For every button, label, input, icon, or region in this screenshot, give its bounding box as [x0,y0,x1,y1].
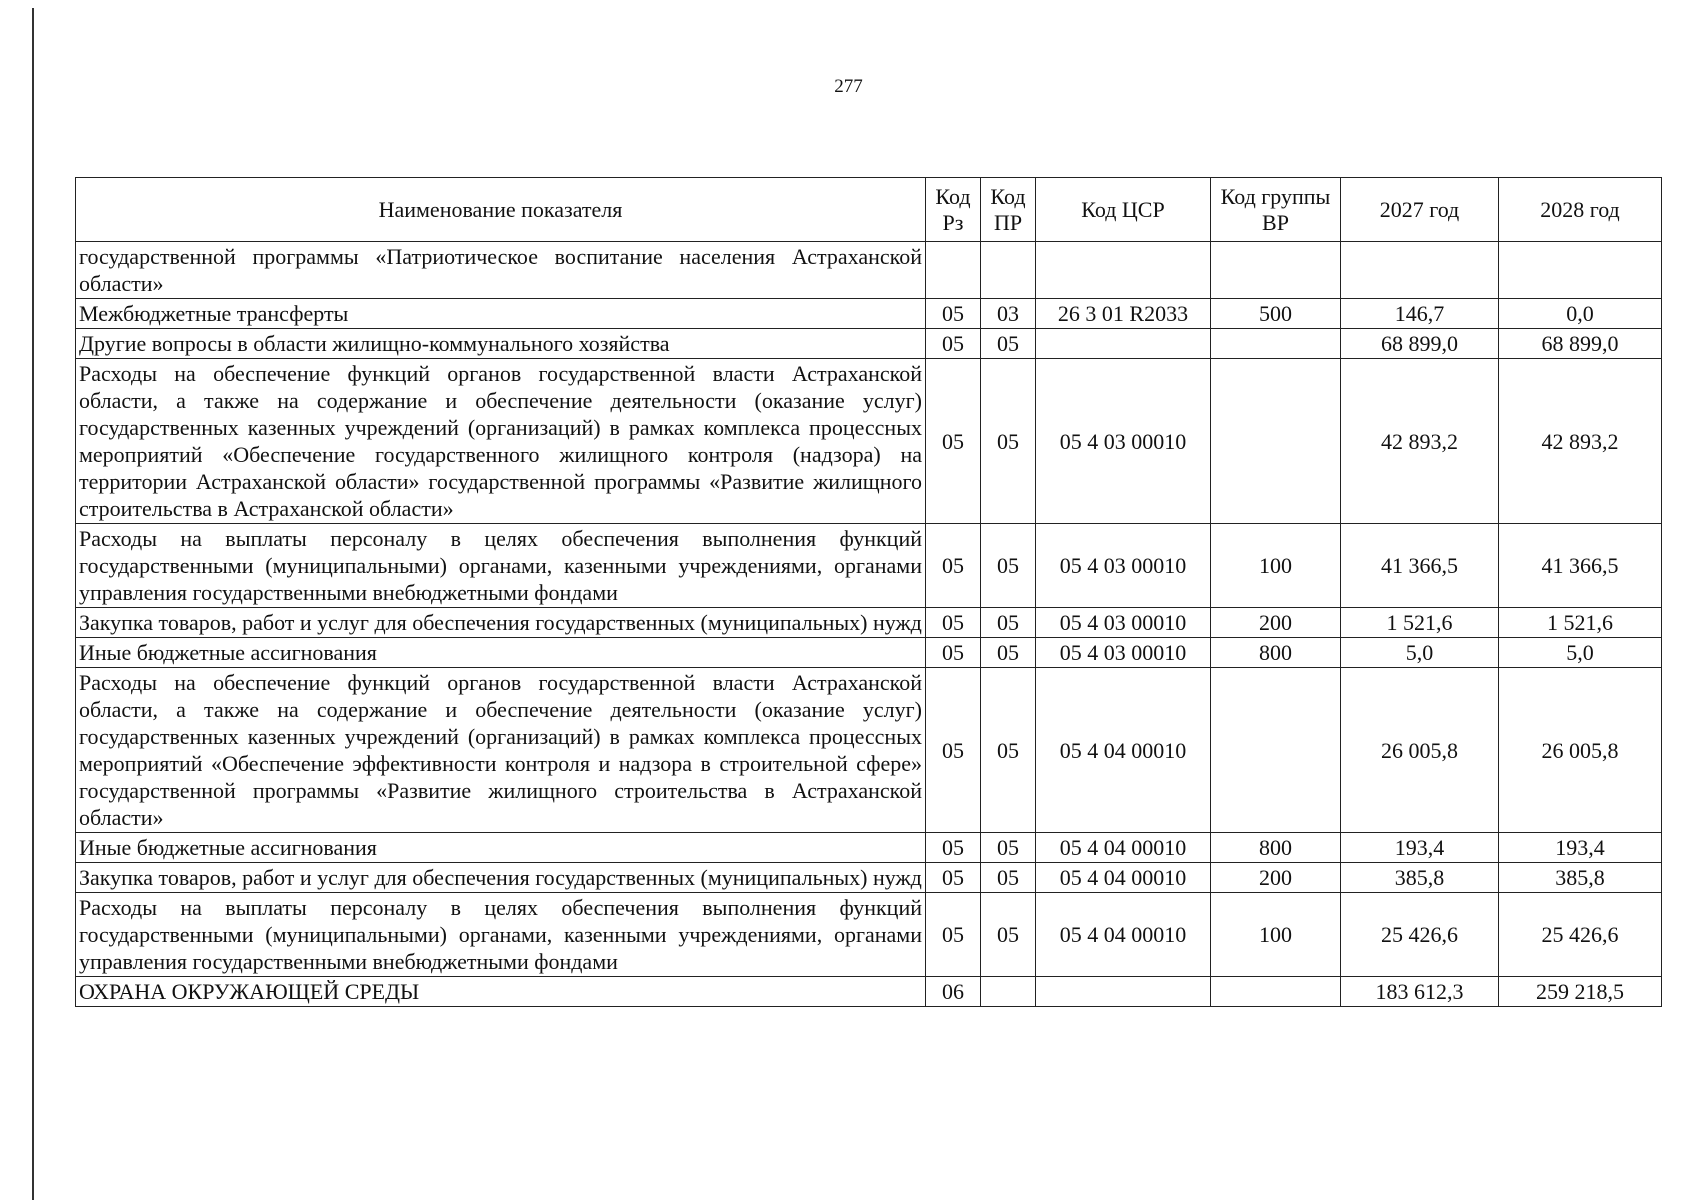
cell-vr: 100 [1211,524,1341,608]
cell-name: Расходы на обеспечение функций органов государственной власти Астраханской области, а также на содержание и обеспечение деятельности (оказание услуг) государственных казенных учреждений (организаций) в рамках комплекса процессных мероприятий «Обеспечение государственного жилищного контроля (надзора) на территории Астраханской области» государственной программы «Развитие жилищного строительства в Астраханской области» [76,359,926,524]
cell-vr: 200 [1211,863,1341,893]
table-row [76,833,1662,863]
cell-y2027: 5,0 [1341,638,1499,668]
cell-y2027: 25 426,6 [1341,893,1499,977]
cell-pr: 05 [981,668,1036,833]
cell-csr: 05 4 03 00010 [1036,638,1211,668]
cell-name: Расходы на выплаты персоналу в целях обеспечения выполнения функций государственными (муниципальными) органами, казенными учреждениями, органами управления государственными внебюджетными фондами [76,893,926,977]
cell-rz: 05 [926,893,981,977]
cell-pr: 05 [981,524,1036,608]
table-row [76,608,1662,638]
cell-vr: 800 [1211,638,1341,668]
cell-pr: 05 [981,329,1036,359]
cell-name: государственной программы «Патриотическое воспитание населения Астраханской области» [76,242,926,299]
cell-csr: 05 4 03 00010 [1036,524,1211,608]
header-2027: 2027 год [1341,178,1499,242]
cell-y2027: 385,8 [1341,863,1499,893]
header-vr: Код группы ВР [1211,178,1341,242]
cell-rz: 05 [926,608,981,638]
cell-y2027: 26 005,8 [1341,668,1499,833]
cell-y2028: 5,0 [1499,638,1662,668]
table-row [76,668,1662,833]
cell-csr: 05 4 03 00010 [1036,608,1211,638]
cell-y2028: 1 521,6 [1499,608,1662,638]
cell-csr [1036,242,1211,299]
cell-y2027: 183 612,3 [1341,977,1499,1007]
cell-rz: 05 [926,668,981,833]
cell-name: Другие вопросы в области жилищно-коммунального хозяйства [76,329,926,359]
table-header-row [76,178,1662,242]
cell-pr: 05 [981,608,1036,638]
cell-rz [926,242,981,299]
table-row [76,863,1662,893]
cell-pr: 05 [981,638,1036,668]
cell-y2028: 25 426,6 [1499,893,1662,977]
cell-name: ОХРАНА ОКРУЖАЮЩЕЙ СРЕДЫ [76,977,926,1007]
cell-name: Иные бюджетные ассигнования [76,638,926,668]
cell-y2028 [1499,242,1662,299]
cell-y2027 [1341,242,1499,299]
cell-name: Межбюджетные трансферты [76,299,926,329]
binding-margin-line [32,8,34,1200]
cell-y2027: 193,4 [1341,833,1499,863]
cell-rz: 06 [926,977,981,1007]
cell-csr: 05 4 04 00010 [1036,668,1211,833]
cell-y2027: 146,7 [1341,299,1499,329]
cell-csr: 05 4 03 00010 [1036,359,1211,524]
cell-vr [1211,329,1341,359]
table-row [76,524,1662,608]
cell-csr: 05 4 04 00010 [1036,833,1211,863]
cell-vr: 100 [1211,893,1341,977]
header-pr: Код ПР [981,178,1036,242]
cell-pr: 03 [981,299,1036,329]
cell-y2028: 68 899,0 [1499,329,1662,359]
header-name: Наименование показателя [76,178,926,242]
cell-y2028: 41 366,5 [1499,524,1662,608]
cell-y2028: 0,0 [1499,299,1662,329]
cell-y2028: 42 893,2 [1499,359,1662,524]
table-row [76,977,1662,1007]
cell-y2027: 68 899,0 [1341,329,1499,359]
cell-vr [1211,977,1341,1007]
cell-vr [1211,668,1341,833]
header-rz: Код Рз [926,178,981,242]
cell-pr: 05 [981,359,1036,524]
cell-pr: 05 [981,863,1036,893]
cell-csr: 05 4 04 00010 [1036,863,1211,893]
cell-csr [1036,329,1211,359]
table-row [76,638,1662,668]
cell-y2027: 41 366,5 [1341,524,1499,608]
cell-pr [981,242,1036,299]
cell-name: Иные бюджетные ассигнования [76,833,926,863]
cell-rz: 05 [926,329,981,359]
header-csr: Код ЦСР [1036,178,1211,242]
cell-vr [1211,359,1341,524]
cell-csr: 05 4 04 00010 [1036,893,1211,977]
cell-rz: 05 [926,524,981,608]
table-row [76,299,1662,329]
cell-vr: 200 [1211,608,1341,638]
cell-y2027: 1 521,6 [1341,608,1499,638]
cell-rz: 05 [926,359,981,524]
table-row [76,893,1662,977]
budget-table [75,177,1662,1007]
cell-csr [1036,977,1211,1007]
cell-y2028: 26 005,8 [1499,668,1662,833]
cell-rz: 05 [926,299,981,329]
cell-name: Закупка товаров, работ и услуг для обеспечения государственных (муниципальных) нужд [76,863,926,893]
table-row [76,242,1662,299]
table-row [76,359,1662,524]
page-number: 277 [834,76,863,97]
cell-pr: 05 [981,833,1036,863]
cell-rz: 05 [926,833,981,863]
cell-vr: 500 [1211,299,1341,329]
cell-name: Закупка товаров, работ и услуг для обеспечения государственных (муниципальных) нужд [76,608,926,638]
cell-name: Расходы на выплаты персоналу в целях обеспечения выполнения функций государственными (муниципальными) органами, казенными учреждениями, органами управления государственными внебюджетными фондами [76,524,926,608]
cell-y2028: 259 218,5 [1499,977,1662,1007]
cell-y2028: 193,4 [1499,833,1662,863]
cell-rz: 05 [926,863,981,893]
cell-y2028: 385,8 [1499,863,1662,893]
cell-pr: 05 [981,893,1036,977]
cell-vr [1211,242,1341,299]
table-row [76,329,1662,359]
cell-y2027: 42 893,2 [1341,359,1499,524]
cell-name: Расходы на обеспечение функций органов государственной власти Астраханской области, а также на содержание и обеспечение деятельности (оказание услуг) государственных казенных учреждений (организаций) в рамках комплекса процессных мероприятий «Обеспечение эффективности контроля и надзора в строительной сфере» государственной программы «Развитие жилищного строительства в Астраханской области» [76,668,926,833]
cell-pr [981,977,1036,1007]
cell-vr: 800 [1211,833,1341,863]
cell-csr: 26 3 01 R2033 [1036,299,1211,329]
cell-rz: 05 [926,638,981,668]
header-2028: 2028 год [1499,178,1662,242]
